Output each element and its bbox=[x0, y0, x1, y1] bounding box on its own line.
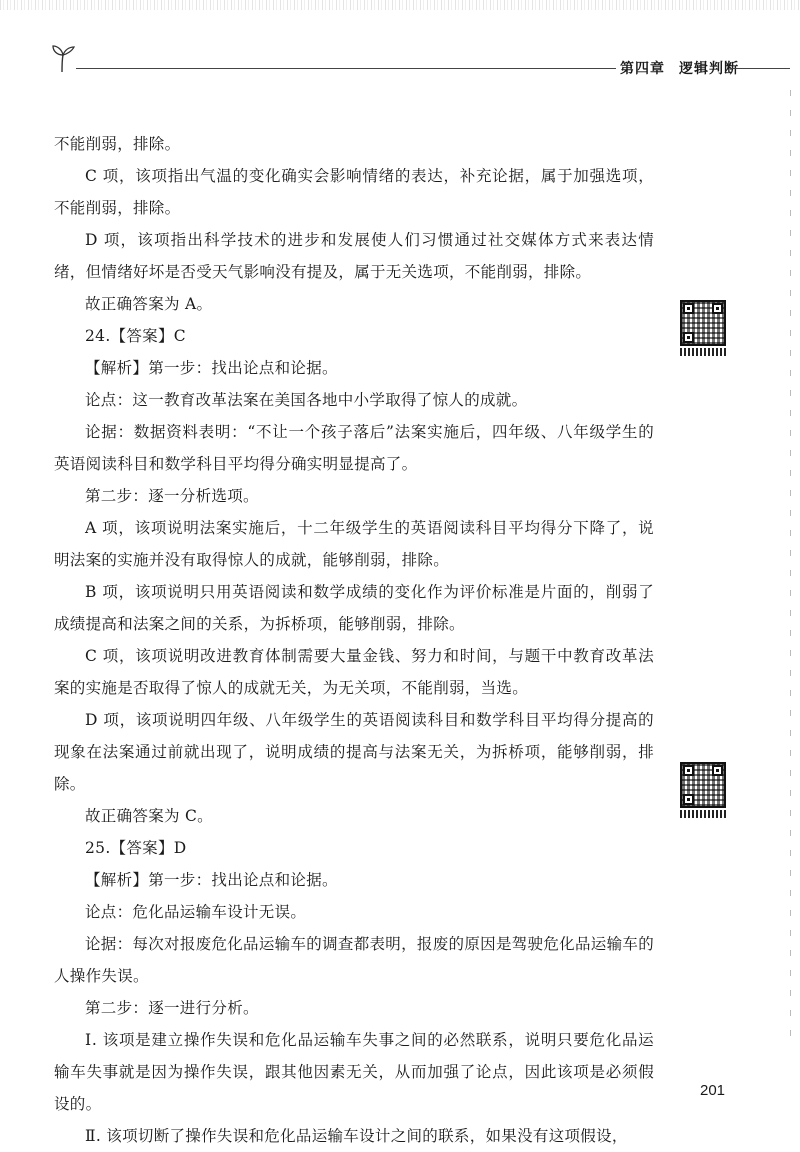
paragraph: 论点：危化品运输车设计无误。 bbox=[85, 903, 307, 921]
qr-code-24[interactable] bbox=[680, 300, 726, 358]
header-rule-right bbox=[730, 68, 790, 69]
qr-code-icon bbox=[680, 300, 726, 346]
header-rule-left bbox=[76, 68, 616, 69]
answer-explanations bbox=[54, 128, 654, 1152]
qr-code-icon bbox=[680, 762, 726, 808]
answer-heading-24: 24.【答案】C bbox=[85, 327, 186, 345]
scan-top-edge bbox=[0, 0, 800, 10]
paragraph: B 项，该项说明只用英语阅读和数学成绩的变化作为评价标准是片面的，削弱了成绩提高和法案之间的关系，为拆桥项，能够削弱，排除。 bbox=[54, 583, 654, 633]
paragraph: C 项，该项说明改进教育体制需要大量金钱、努力和时间，与题干中教育改革法案的实施是否取得了惊人的成就无关，为无关项，不能削弱，当选。 bbox=[54, 647, 654, 697]
paragraph: 论据：数据资料表明：“不让一个孩子落后”法案实施后，四年级、八年级学生的英语阅读科目和数学科目平均得分确实明显提高了。 bbox=[54, 423, 654, 473]
answer-heading-25: 25.【答案】D bbox=[85, 839, 187, 857]
paragraph: Ⅰ. 该项是建立操作失误和危化品运输车失事之间的必然联系，说明只要危化品运输车失事就是因为操作失误，跟其他因素无关，从而加强了论点，因此该项是必须假设的。 bbox=[54, 1031, 654, 1113]
chapter-number: 第四章 bbox=[620, 61, 665, 77]
paragraph: 不能削弱，排除。 bbox=[54, 135, 181, 153]
paragraph: D 项，该项指出科学技术的进步和发展使人们习惯通过社交媒体方式来表达情绪，但情绪好坏是否受天气影响没有提及，属于无关选项，不能削弱，排除。 bbox=[54, 231, 654, 281]
paragraph: D 项，该项说明四年级、八年级学生的英语阅读科目和数学科目平均得分提高的现象在法案通过前就出现了，说明成绩的提高与法案无关，为拆桥项，能够削弱，排除。 bbox=[54, 711, 654, 793]
qr-caption-pattern bbox=[680, 810, 726, 818]
qr-caption-pattern bbox=[680, 348, 726, 356]
qr-code-25[interactable] bbox=[680, 762, 726, 820]
paragraph: Ⅱ. 该项切断了操作失误和危化品运输车设计之间的联系，如果没有这项假设， bbox=[85, 1127, 628, 1145]
paragraph: A 项，该项说明法案实施后，十二年级学生的英语阅读科目平均得分下降了，说明法案的实施并没有取得惊人的成就，能够削弱，排除。 bbox=[54, 519, 654, 569]
paragraph: C 项，该项指出气温的变化确实会影响情绪的表达，补充论据，属于加强选项，不能削弱，排除。 bbox=[54, 167, 654, 217]
paragraph: 第二步：逐一进行分析。 bbox=[85, 999, 259, 1017]
paragraph: 论点：这一教育改革法案在美国各地中小学取得了惊人的成就。 bbox=[85, 391, 528, 409]
paragraph: 论据：每次对报废危化品运输车的调查都表明，报废的原因是驾驶危化品运输车的人操作失误。 bbox=[54, 935, 654, 985]
paragraph: 故正确答案为 C。 bbox=[85, 807, 213, 825]
page-number: 201 bbox=[700, 1082, 726, 1099]
paragraph: 【解析】第一步：找出论点和论据。 bbox=[85, 871, 338, 889]
chapter-title: 逻辑判断 bbox=[679, 61, 739, 77]
sprout-icon bbox=[50, 42, 80, 74]
paragraph: 第二步：逐一分析选项。 bbox=[85, 487, 259, 505]
paragraph: 故正确答案为 A。 bbox=[85, 295, 213, 313]
paragraph: 【解析】第一步：找出论点和论据。 bbox=[85, 359, 338, 377]
scan-right-edge bbox=[790, 90, 791, 1050]
page-header bbox=[50, 42, 790, 82]
